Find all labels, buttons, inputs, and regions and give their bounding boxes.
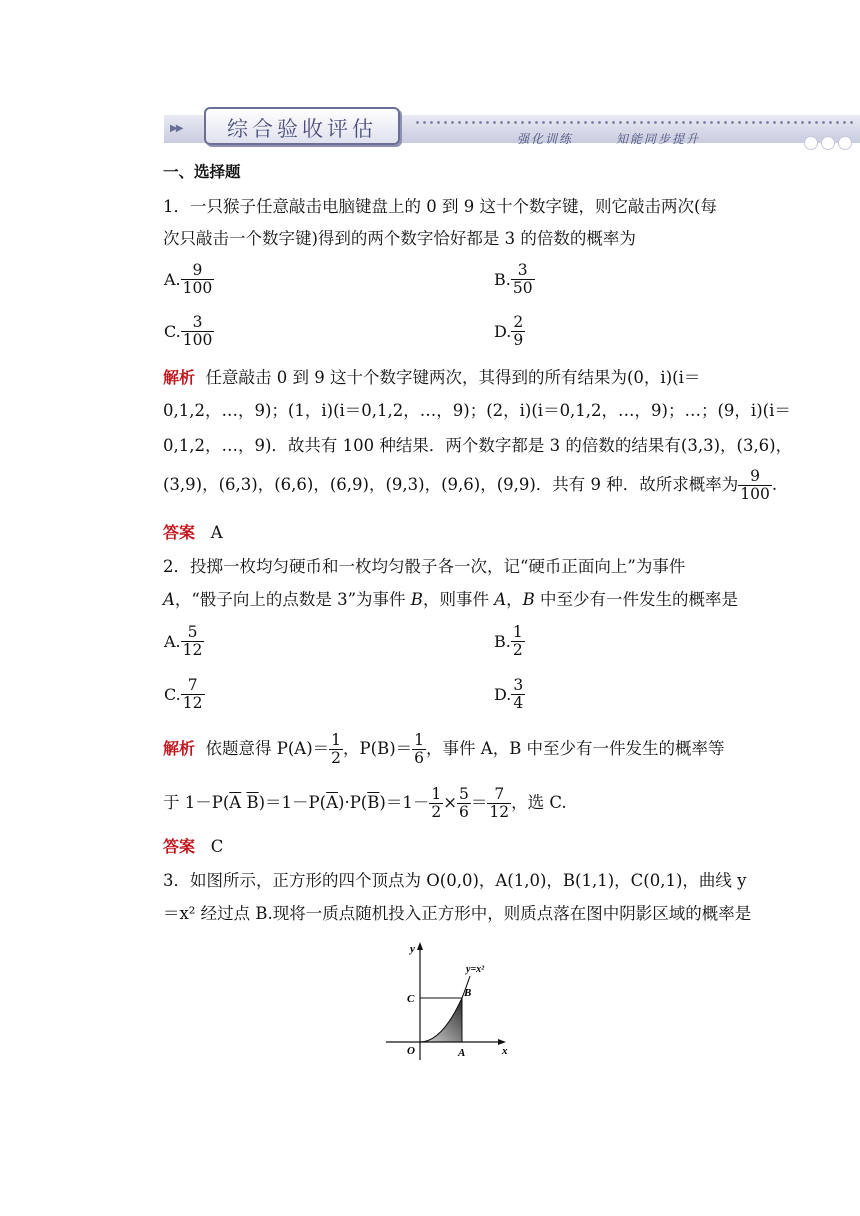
q2-option-c: C. $\frac{7}{12}$: [164, 676, 203, 713]
q1-analysis-line2: 0,1,2，…，9)；(1，i)(i＝0,1,2，…，9)；(2，i)(i＝0,1,2，…，9)；…；(9，i)(i＝: [163, 401, 791, 420]
q3-line1: 3．如图所示，正方形的四个顶点为 O(0,0)，A(1,0)，B(1,1)，C(0,1)，曲线 y: [163, 871, 747, 890]
q1-analysis-line3: 0,1,2，…，9)．故共有 100 种结果．两个数字都是 3 的倍数的结果有(3,3)，(3,6)，: [163, 436, 793, 455]
point-c-label: C: [407, 993, 415, 1005]
q1-analysis-line4: (3,9)，(6,3)，(6,6)，(6,9)，(9,3)，(9,6)，(9,9)．共有 9 种．故所求概率为 $\frac{9}{100}$ .: [163, 467, 778, 504]
arrows-icon: ▶▶: [170, 123, 182, 134]
q1-option-a: A. $\frac{9}{100}$: [164, 261, 213, 298]
q1-answer: 答案 A: [163, 523, 223, 542]
q2-analysis-line2: 于 $1-P(\overline{A}$ $\overline{B})=1-P(\overline{A})\cdot P(\overline{B})=1-$ $\frac{1}{2}$ × $\frac{5}{6}$ ＝ $\frac{7}{12}$ ，选 C.: [163, 785, 567, 822]
q2-analysis-line1: 解析 依题意得 P(A)＝ $\frac{1}{2}$ ，P(B)＝ $\frac{1}{6}$ ，事件 A，B 中至少有一件发生的概率等: [163, 731, 725, 768]
q3-line2: ＝x² 经过点 B.现将一质点随机投入正方形中，则质点落在图中阴影区域的概率是: [163, 904, 752, 923]
q2-option-d: D. $\frac{3}{4}$: [494, 676, 524, 713]
q2-answer: 答案 C: [163, 837, 224, 856]
point-o-label: O: [407, 1045, 415, 1057]
circles-decoration: [804, 135, 855, 154]
x-axis-label: x: [502, 1045, 508, 1057]
point-a-label: A: [458, 1047, 466, 1059]
q1-option-d: D. $\frac{2}{9}$: [494, 313, 524, 350]
y-axis-label: y: [410, 943, 415, 955]
q2-line2: A，“骰子向上的点数是 3”为事件 B，则事件 A，B 中至少有一件发生的概率是: [163, 590, 738, 609]
q3-figure: [380, 936, 520, 1066]
q1-option-c: C. $\frac{3}{100}$: [164, 313, 213, 350]
q1-line1: 1．一只猴子任意敲击电脑键盘上的 0 到 9 这十个数字键，则它敲击两次(每: [163, 197, 717, 216]
section-heading: 一、选择题: [163, 163, 241, 181]
dotted-line-decoration: [414, 119, 854, 127]
banner-subtitle-right: 知能同步提升: [616, 132, 701, 146]
banner-subtitle-left: 强化训练: [517, 132, 574, 146]
shaded-region: [420, 998, 462, 1042]
curve-label: y=x²: [466, 964, 485, 975]
analysis-label: 解析: [163, 368, 196, 387]
q1-analysis-line1: 解析 任意敲击 0 到 9 这十个数字键两次，其得到的所有结果为(0，i)(i＝: [163, 368, 701, 387]
banner-title: 综合验收评估: [227, 117, 377, 141]
q2-option-a: A. $\frac{5}{12}$: [164, 623, 203, 660]
section-banner: [164, 103, 860, 149]
q1-option-b: B. $\frac{3}{50}$: [494, 261, 533, 298]
q2-option-b: B. $\frac{1}{2}$: [494, 623, 523, 660]
banner-title-box: [204, 107, 400, 145]
q2-line1: 2．投掷一枚均匀硬币和一枚均匀骰子各一次，记“硬币正面向上”为事件: [163, 557, 686, 576]
q1-line2: 次只敲击一个数字键)得到的两个数字恰好都是 3 的倍数的概率为: [163, 229, 636, 248]
y-axis-arrow: [417, 942, 423, 950]
point-b-label: B: [464, 987, 472, 999]
